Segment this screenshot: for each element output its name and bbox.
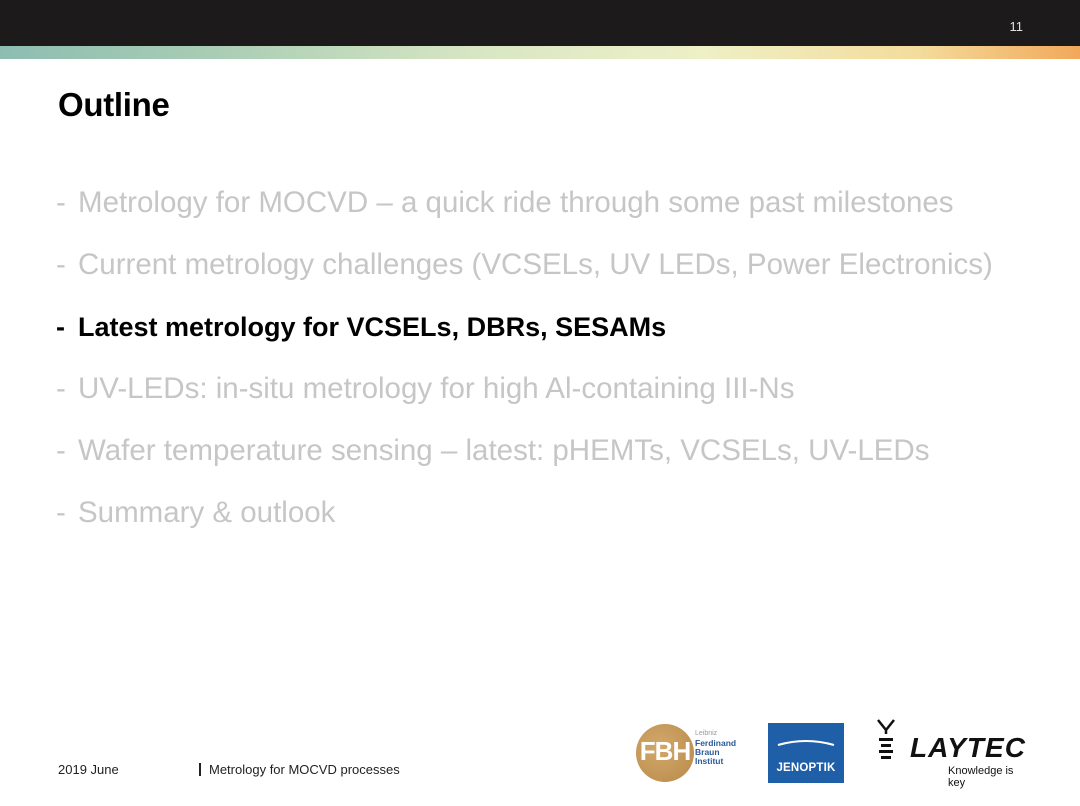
bullet-dash: - (56, 248, 66, 281)
outline-item-text: Metrology for MOCVD – a quick ride through some past milestones (78, 186, 954, 219)
outline-item-text: UV-LEDs: in-situ metrology for high Al-containing III-Ns (78, 372, 795, 405)
laytec-logo (876, 718, 1026, 789)
fbh-logo-line: Ferdinand (695, 738, 737, 748)
outline-item (56, 242, 993, 304)
bullet-dash: - (56, 372, 66, 405)
bullet-dash: - (56, 186, 66, 219)
outline-item (56, 490, 993, 552)
footer-date: 2019 June (58, 762, 119, 777)
jenoptik-logo-label: JENOPTIK (776, 762, 836, 774)
outline-item (56, 366, 993, 428)
bullet-dash: - (56, 312, 65, 342)
slide-number: 11 (1009, 19, 1023, 34)
header-gradient-stripe (0, 46, 1080, 59)
fbh-logo-line: Institut (695, 756, 724, 766)
jenoptik-logo (768, 723, 844, 783)
bullet-dash: - (56, 496, 66, 529)
laytec-mark-icon (876, 718, 902, 766)
fbh-logo-line: Braun (695, 747, 720, 757)
jenoptik-arc-icon (776, 737, 836, 747)
outline-item-text: Current metrology challenges (VCSELs, UV LEDs, Power Electronics) (78, 248, 993, 281)
fbh-logo-text (695, 739, 736, 766)
outline-item-text: Latest metrology for VCSELs, DBRs, SESAMs (78, 312, 667, 342)
outline-item-text: Summary & outlook (78, 496, 336, 529)
outline-list (56, 180, 993, 552)
fbh-logo-mark: FBH (639, 736, 691, 766)
footer-divider (199, 763, 201, 776)
slide-title: Outline (58, 86, 170, 123)
outline-item-current (56, 304, 993, 366)
footer-presentation-title: Metrology for MOCVD processes (209, 762, 400, 777)
bullet-dash: - (56, 434, 66, 467)
outline-item (56, 428, 993, 490)
header-bar (0, 0, 1080, 46)
fbh-logo (636, 724, 756, 782)
fbh-logo-leibniz: Leibniz (695, 730, 718, 737)
laytec-logo-tagline: Knowledge is key (948, 765, 1014, 789)
laytec-logo-word: LAYTEC (910, 732, 1026, 763)
outline-item-text: Wafer temperature sensing – latest: pHEMTs, VCSELs, UV-LEDs (78, 434, 930, 467)
outline-item (56, 180, 993, 242)
